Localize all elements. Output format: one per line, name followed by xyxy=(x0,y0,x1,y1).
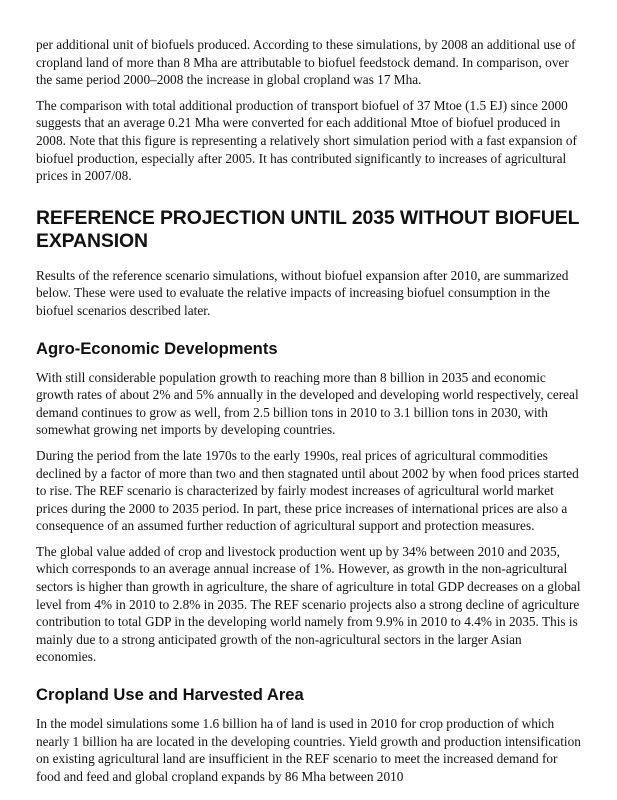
subsection-heading-agro: Agro-Economic Developments xyxy=(36,338,278,358)
body-paragraph: With still considerable population growth to reaching more than 8 billion in 2035 and economic growth rates of about 2% and 5% annually in the developed and developing world respectively, cereal demand continues to grow as well, from 2.5 billion tons in 2010 to 3.1 billion tons in 2030, with somewhat growing net imports by developing countries. xyxy=(36,369,579,438)
body-paragraph: The global value added of crop and livestock production went up by 34% between 2010 and 2035, which corresponds to an average annual increase of 1%. However, as growth in the non-agricultural sectors is higher than growth in agriculture, the share of agriculture in total GDP decreases on a global level from 4% in 2010 to 2.8% in 2035. The REF scenario projects also a strong decline of agriculture contribution to total GDP in the developing world namely from 9.9% in 2010 to 4.4% in 2035. This is mainly due to a strong anticipated growth of the non-agricultural sectors in the larger Asian economies. xyxy=(36,543,581,665)
body-paragraph: The comparison with total additional production of transport biofuel of 37 Mtoe (1.5 EJ) since 2000 suggests that an average 0.21 Mha were converted for each additional Mtoe of biofuel produced in 2008. Note that this figure is representing a relatively short simulation period with a fast expansion of biofuel production, especially after 2005. It has contributed significantly to increases of agricultural prices in 2007/08. xyxy=(36,97,577,184)
section-heading: REFERENCE PROJECTION UNTIL 2035 WITHOUT BIOFUEL EXPANSION xyxy=(36,206,579,252)
subsection-heading-cropland: Cropland Use and Harvested Area xyxy=(36,685,304,705)
body-paragraph: During the period from the late 1970s to the early 1990s, real prices of agricultural commodities declined by a factor of more than two and then stagnated until about 2002 by when food prices started to rise. The REF scenario is characterized by fairly modest increases of agricultural world market prices during the 2000 to 2035 period. In part, these price increases of international prices are also a consequence of an assumed further reduction of agricultural support and protection measures. xyxy=(36,447,579,534)
body-paragraph: per additional unit of biofuels produced. According to these simulations, by 2008 an additional use of cropland land of more than 8 Mha are attributable to biofuel feedstock demand. In comparison, over the same period 2000–2008 the increase in global cropland was 17 Mha. xyxy=(36,37,576,88)
body-paragraph: In the model simulations some 1.6 billion ha of land is used in 2010 for crop production of which nearly 1 billion ha are located in the developing countries. Yield growth and production intensification on existing agricultural land are insufficient in the REF scenario to meet the increased demand for food and feed and global cropland expands by 86 Mha between 2010 xyxy=(36,716,581,784)
section-intro-paragraph: Results of the reference scenario simulations, without biofuel expansion after 2010, are summarized below. These were used to evaluate the relative impacts of increasing biofuel consumption in the biofuel scenarios described later. xyxy=(36,267,569,318)
